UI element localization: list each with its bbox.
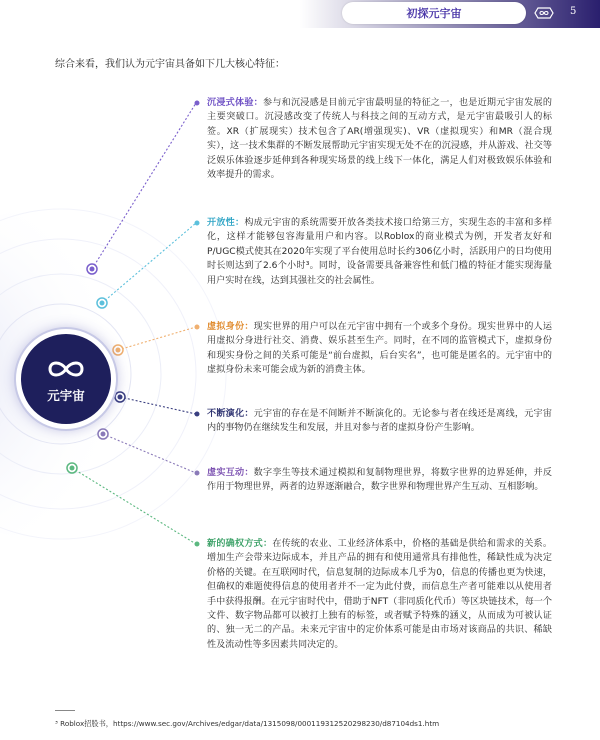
metaverse-logo (16, 329, 116, 429)
feature-text: 元宇宙的存在是不间断并不断演化的。无论参与者在线还是离线，元宇宙内的事物仍在继续发生和发展，并且对参与者的虚拟身份产生影响。 (207, 409, 552, 434)
feature-virtual-real-interaction (207, 466, 552, 495)
footnote-divider (55, 710, 75, 711)
feature-title: 不断演化： (207, 409, 254, 419)
infinity-icon (44, 358, 88, 380)
section-title: 初探元宇宙 (342, 2, 526, 24)
feature-text: 数字孪生等技术通过模拟和复制物理世界，将数字世界的边界延伸，并反作用于物理世界，两者的边界逐渐融合，数字世界和物理世界产生互动、互相影响。 (207, 468, 552, 493)
feature-virtual-identity (207, 320, 552, 378)
feature-title: 沉浸式体验： (207, 98, 263, 108)
footnote: ³ Roblox招股书，https://www.sec.gov/Archives/edgar/data/1315098/000119312520298230/d87104ds1.htm (55, 719, 440, 728)
feature-text: 参与和沉浸感是目前元宇宙最明显的特征之一，也是近期元宇宙发展的主要突破口。沉浸感改变了传统人与科技之间的互动方式，是元宇宙最吸引人的标签。XR（扩展现实）技术包含了AR(增强现实)、VR（虚拟现实）和MR（混合现实），这一技术集群的不断发展帮助元宇宙实现无处不在的沉浸感，并从游戏、社交等泛娱乐体验逐步延伸到各种现实场景的线上线下一体化，满足人们对极致娱乐体验和效率提升的需求。 (207, 98, 552, 181)
feature-title: 虚实互动： (207, 468, 254, 478)
intro-text: 综合来看，我们认为元宇宙具备如下几大核心特征： (55, 59, 285, 70)
feature-text: 在传统的农业、工业经济体系中，价格的基础是供给和需求的关系。增加生产会带来边际成本，并且产品的拥有和使用通常具有排他性，稀缺性成为决定价格的关键。在互联网时代，信息复制的边际成本几乎为0，信息的传播也更为快速，但确权的难题使得信息的使用者并不一定为此付费，而信息生产者可能难以从使用者手中获得报酬。在元宇宙时代中，借助于NFT（非同质化代币）等区块链技术，每一个文件、数字物品都可以被打上独有的标签，或者赋予特殊的涵义，从而成为可被认证的、独一无二的产品。未来元宇宙中的定价体系可能是由市场对该商品的共识、稀缺性及流动性等多因素共同决定的。 (207, 539, 552, 650)
feature-title: 新的确权方式： (207, 539, 273, 549)
feature-title: 开放性： (207, 218, 245, 228)
feature-text: 现实世界的用户可以在元宇宙中拥有一个或多个身份。现实世界中的人运用虚拟分身进行社交、消费、娱乐甚至生产。同时，在不同的监管模式下，虚拟身份和现实身份之间的关系可能是“前台虚拟，后台实名”，也可能是匿名的。元宇宙中的虚拟身份未来可能会成为新的消费主体。 (207, 322, 552, 376)
feature-new-rights-confirmation (207, 537, 552, 652)
feature-openness (207, 216, 552, 288)
page-number: 5 (570, 6, 577, 17)
feature-immersive (207, 96, 552, 182)
feature-evolution (207, 407, 552, 436)
feature-title: 虚拟身份： (207, 322, 254, 332)
feature-text: 构成元宇宙的系统需要开放各类技术接口给第三方，实现生态的丰富和多样化，这样才能够包容海量用户和内容。以Roblox的商业模式为例，开发者友好和P/UGC模式使其在2020年实现了平台使用总时长约306亿小时，活跃用户的日均使用时长则达到了2.6个小时³。同时，设备需要具备兼容性和低门槛的特征才能实现海量用户实时在线，达到其强社交的社会属性。 (207, 218, 552, 286)
logo-label: 元宇宙 (47, 388, 85, 403)
